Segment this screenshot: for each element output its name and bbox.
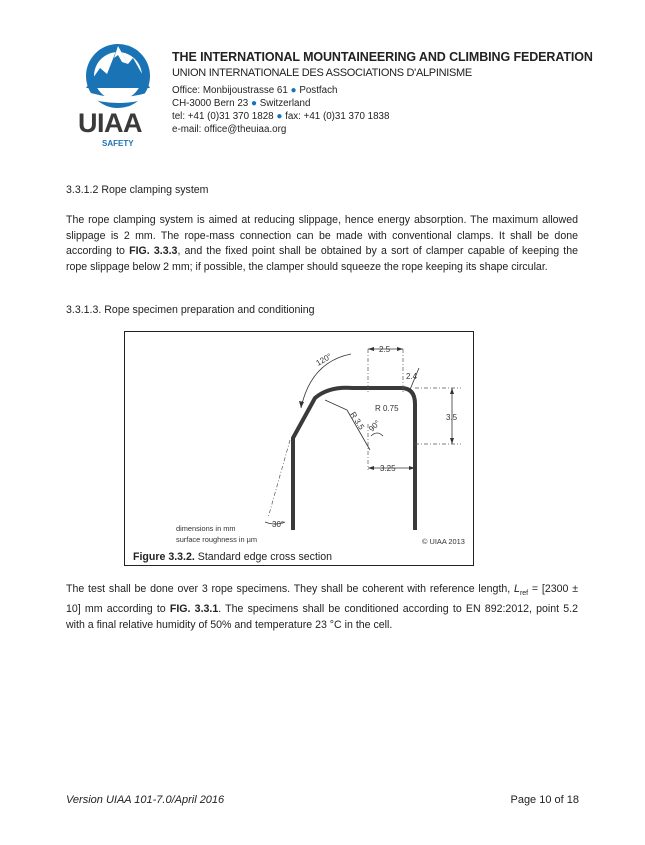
dim-label-height: 3.5 [446,413,458,422]
figure-caption-label: Figure 3.3.2. [133,551,195,563]
arrowhead-icon [397,347,403,351]
fax: fax: +41 (0)31 370 1838 [285,111,390,122]
logo-subtitle: SAFETY [102,139,134,148]
phone-line [172,111,389,122]
paragraph-rope-clamping [66,213,578,276]
dim-label-radius-small: R 0.75 [375,404,399,413]
office-address [172,85,337,96]
dim-label-top-width: 2.5 [379,345,391,354]
figure-copyright: © UIAA 2013 [422,537,465,546]
bullet-icon: ● [276,111,283,122]
paragraph-specimens [66,582,578,633]
arrowhead-icon [368,466,374,470]
dim-label-angle-bottom: 30° [272,520,285,529]
dim-extension-line [268,440,290,518]
figure-note-dimensions: dimensions in mm [176,524,236,533]
telephone: tel: +41 (0)31 370 1828 [172,111,274,122]
bullet-icon: ● [290,85,297,96]
dim-label-small: 2.4 [406,372,418,381]
figure-caption [133,551,332,563]
arrowhead-icon [450,388,454,394]
figure-note-roughness: surface roughness in µm [176,535,258,544]
office-street: Office: Monbijoustrasse 61 [172,85,288,96]
lref-symbol: L [514,583,520,595]
section-heading-rope-clamping: 3.3.1.2 Rope clamping system [66,184,209,196]
paragraph-text: The test shall be done over 3 rope specimens. They shall be coherent with reference length, [66,583,515,595]
paragraph-text: = [2300 ± 10] mm according to [66,583,579,615]
footer-page-number: Page 10 of 18 [510,794,579,806]
city-name: CH-3000 Bern 23 [172,98,249,109]
dim-label-angle-top: 120° [314,351,334,368]
figure-edge-cross-section [124,331,474,566]
dim-label-angle-small: 90° [367,418,382,434]
office-city [172,98,310,109]
arrowhead-icon [450,438,454,444]
figure-reference: FIG. 3.3.3 [129,245,178,258]
arrowhead-icon [368,347,374,351]
arrowhead-icon [299,401,304,408]
bullet-icon: ● [250,98,258,109]
logo-text: UIAA [78,108,142,138]
figure-caption-text: Standard edge cross section [194,551,333,563]
organization-name-french: UNION INTERNATIONALE DES ASSOCIATIONS D'ALPINISME [172,67,472,79]
office-postfach: Postfach [299,85,338,96]
lref-subscript: ref [519,590,529,598]
paragraph-text: The rope clamping system is aimed at reducing slippage, hence energy absorption. The maximum allowed slippage is 2 mm. The rope-mass connection can be made with conventional clamps. It shall be done according to [66,214,578,258]
paragraph-text: , and the fixed point shall be obtained by a sort of clamper capable of keeping the rope slippage below 2 mm; if possible, the clamper should squeeze the rope keeping its shape circular. [66,245,579,274]
country-name: Switzerland [259,98,311,109]
uiaa-logo [80,28,160,152]
footer-version: Version UIAA 101-7.0/April 2016 [66,794,225,806]
section-heading-specimen-prep: 3.3.1.3. Rope specimen preparation and conditioning [66,304,315,316]
paragraph-text: . The specimens shall be conditioned according to EN 892:2012, point 5.2 with a final relative humidity of 50% and temperature 23 °C in the cell. [66,602,579,631]
dim-label-radius-large: R 3.5 [348,410,367,432]
dim-line-radius-large [325,400,347,410]
figure-reference: FIG. 3.3.1 [169,602,219,615]
organization-name: THE INTERNATIONAL MOUNTAINEERING AND CLIMBING FEDERATION [172,50,593,64]
dim-label-bottom-width: 3.25 [380,464,396,473]
email-address: e-mail: office@theuiaa.org [172,124,287,135]
